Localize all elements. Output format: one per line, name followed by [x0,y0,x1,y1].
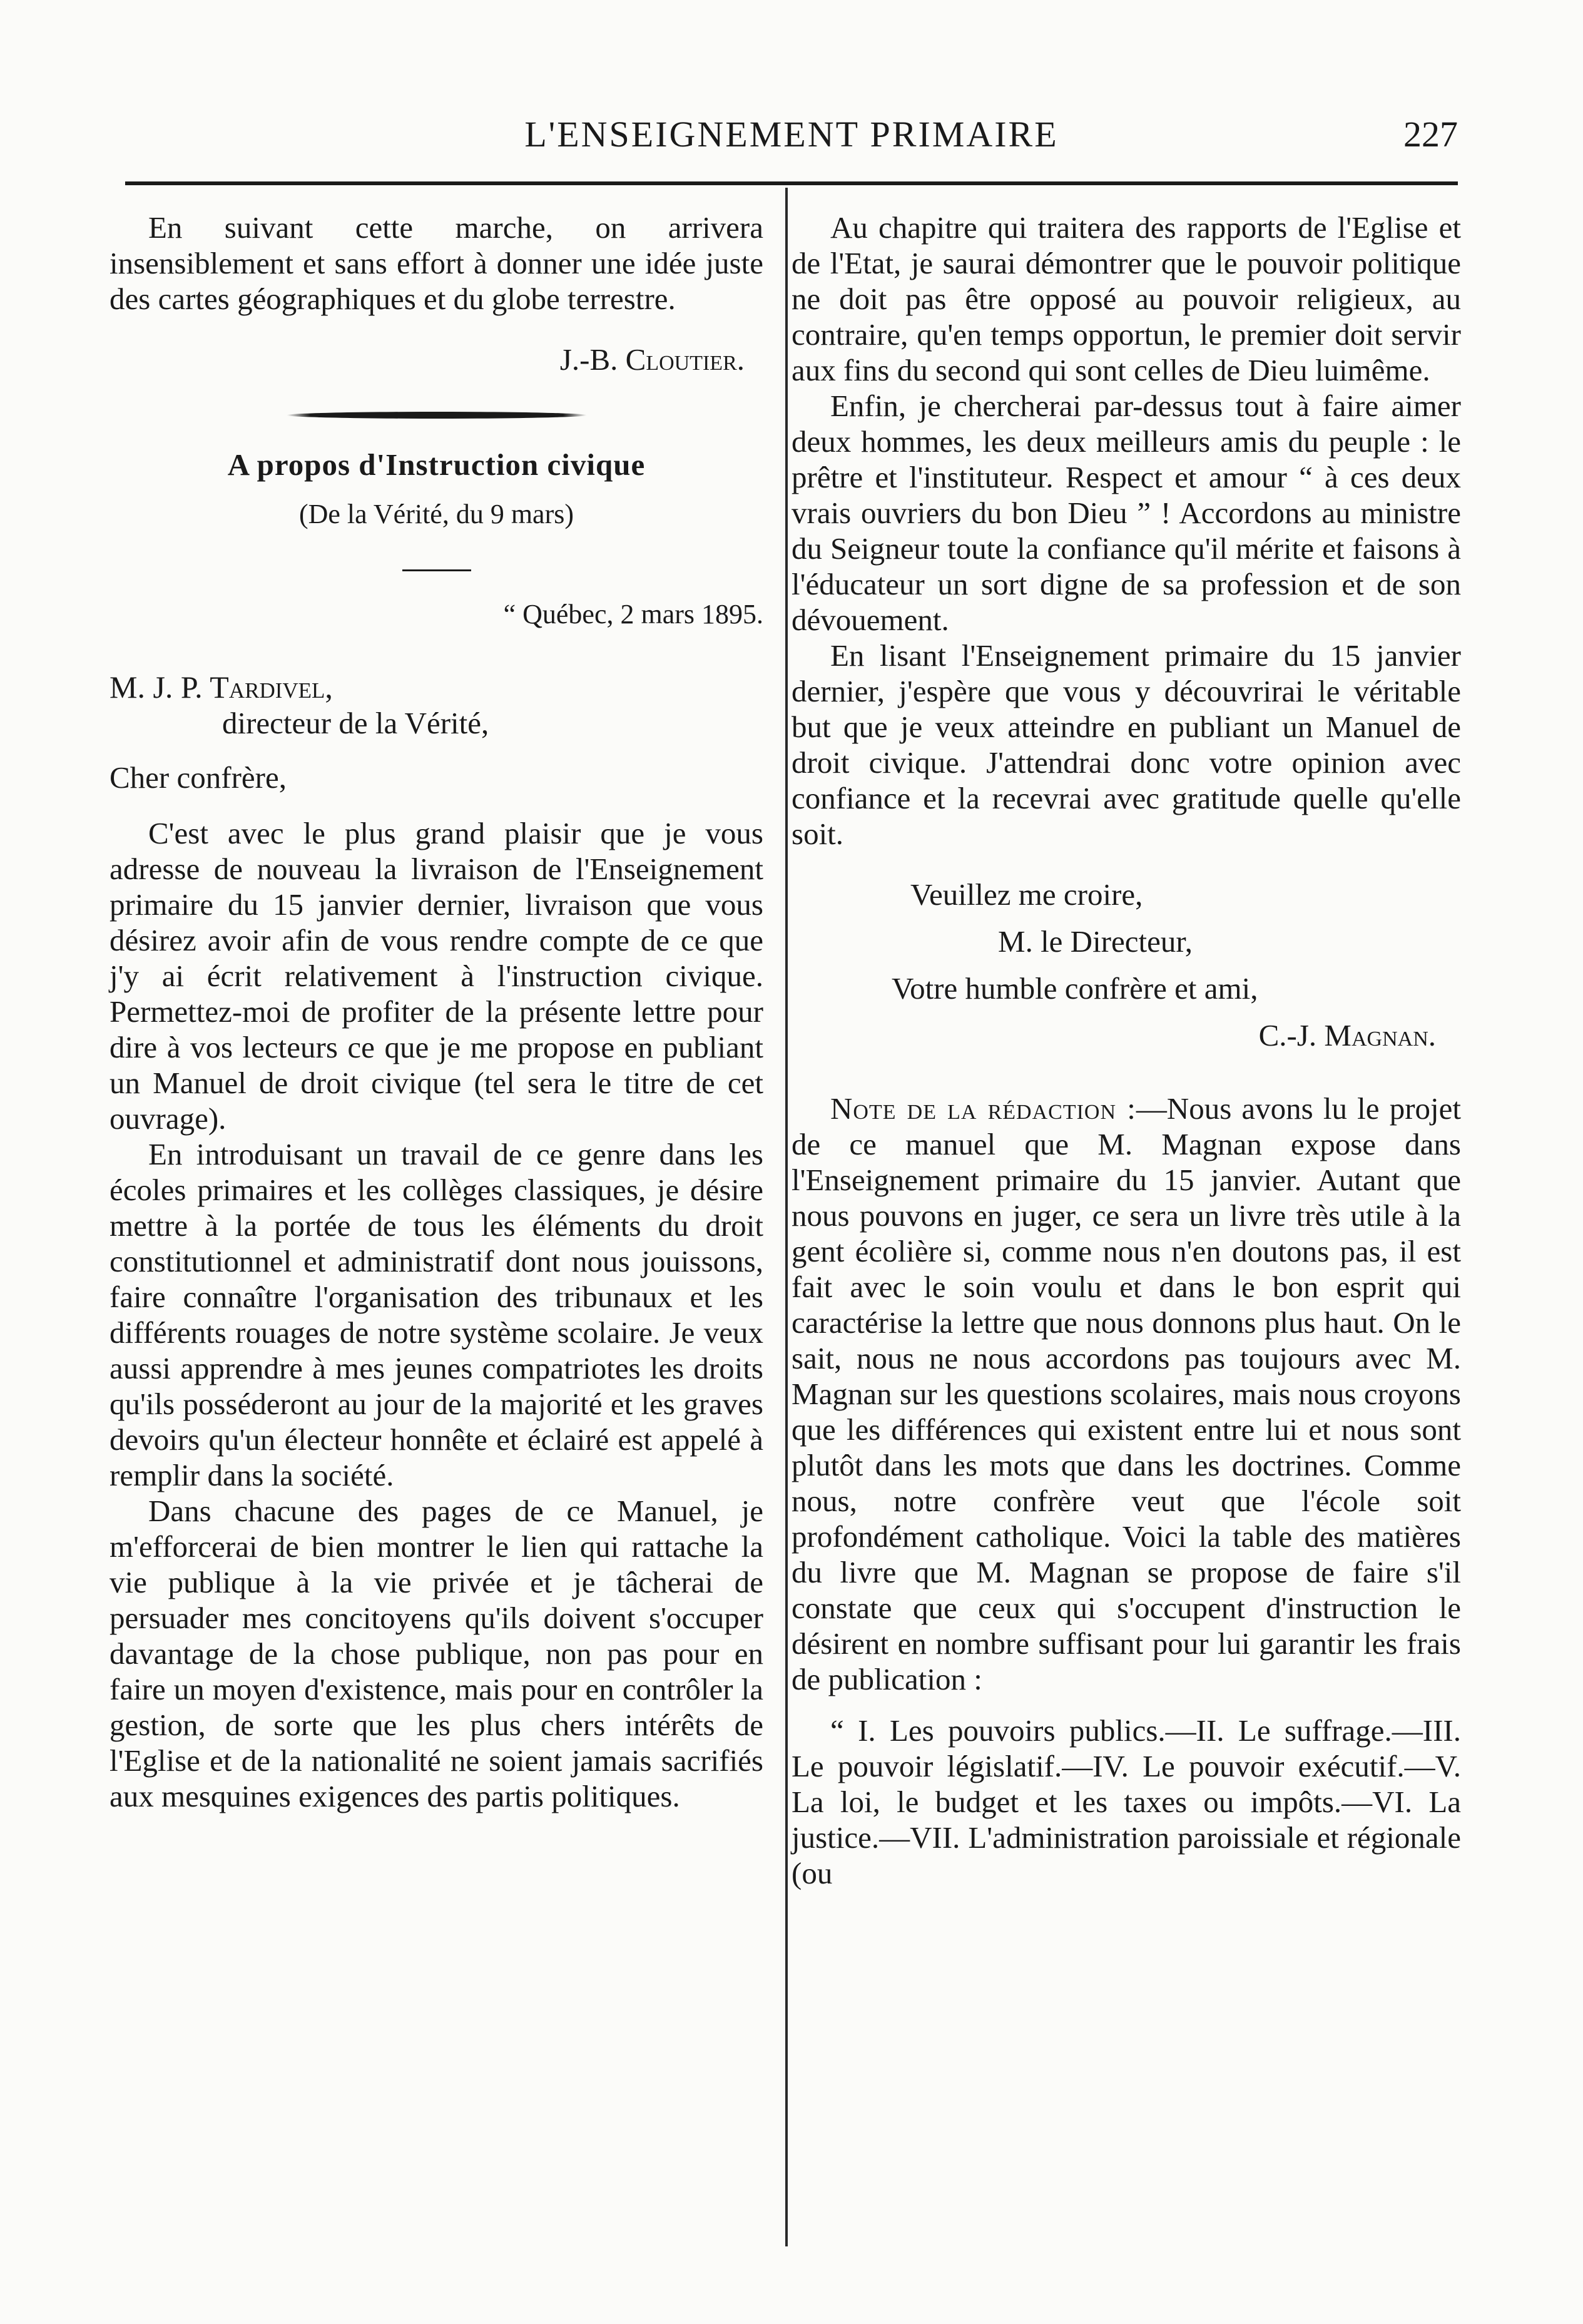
header-rule [125,181,1458,185]
short-divider [402,569,471,571]
letter-paragraph-4: Au chapitre qui traitera des rapports de l'Eglise et de l'Etat, je saurai démontrer que le pouvoir politique ne doit pas être opposé au pouvoir religieux, au contraire, qu'en temps opportun, le premier doit servir aux fins du second qui sont celles de Dieu luimême. [792,210,1461,387]
closing-line-2: M. le Directeur, [998,924,1193,959]
addressee-title: directeur de la Vérité, [222,706,489,740]
page-number: 227 [1403,114,1458,155]
ornament-divider [287,412,587,419]
running-head [125,110,1458,166]
signature-magnan: C.-J. Magnan. [1258,1018,1436,1052]
salutation: Cher confrère, [109,760,287,795]
closing-line-1: Veuillez me croire, [910,877,1143,912]
editor-note-text: —Nous avons lu le projet de ce manuel que M. Magnan expose dans l'Enseignement primaire du 15 janvier. Autant que nous pouvons en juger, ce sera un livre très utile à la gent écolière si, comme nous n'en doutons pas, il est fait avec le soin voulu et dans le bon esprit qui caractérise la lettre que nous donnons plus haut. On le sait, nous ne nous accordons pas toujours avec M. Magnan sur les questions scolaires, mais nous croyons que les différences qui existent entre lui et nous sont plutôt dans les mots que dans les doctrines. Comme nous, notre confrère veut que l'école soit profondément catholique. Voici la table des matières du livre que M. Magnan se propose de faire s'il constate que ceux qui s'occupent d'instruction le désirent en nombre suffisant pour lui garantir les frais de publication : [792,1091,1461,1696]
table-of-contents-text: “ I. Les pouvoirs publics.—II. Le suffrage.—III. Le pouvoir législatif.—IV. Le pouvoir exécutif.—V. La loi, le budget et les taxes ou impôts.—VI. La justice.—VII. L'administration paroissiale et régionale (ou [792,1713,1461,1890]
editor-note-label: Note de la rédaction : [830,1091,1136,1126]
letter-paragraph-2: En introduisant un travail de ce genre dans les écoles primaires et les collèges classiques, je désire mettre à la portée de tous les éléments du droit constitutionnel et administratif dont nous jouissons, faire connaître l'organisation des tribunaux et les différents rouages de notre système scolaire. Je veux aussi apprendre à mes jeunes compatriotes les droits qu'ils posséderont au jour de la majorité et les graves devoirs qu'un électeur honnête et éclairé est appelé à remplir dans la société. [109,1137,763,1492]
column-divider [785,188,788,2246]
signature-cloutier: J.-B. Cloutier. [559,342,745,377]
dateline: “ Québec, 2 mars 1895. [503,599,763,629]
left-column [109,210,763,1814]
letter-paragraph-5: Enfin, je chercherai par-dessus tout à faire aimer deux hommes, les deux meilleurs amis du peuple : le prêtre et l'instituteur. Respect et amour “ à ces deux vrais ouvriers du bon Dieu ” ! Accordons au ministre du Seigneur toute la confiance qu'il mérite et faisons à l'éducateur un sort digne de sa profession et de son dévouement. [792,389,1461,637]
letter-paragraph-3: Dans chacune des pages de ce Manuel, je m'efforcerai de bien montrer le lien qui rattache la vie publique à la vie privée et je tâcherai de persuader mes concitoyens qu'ils doivent s'occuper davantage de la chose publique, non pas pour en faire un moyen d'existence, mais pour en contrôler la gestion, de sorte que les plus chers intérêts de l'Eglise et de la nationalité ne soient jamais sacrifiés aux mesquines exigences des partis politiques. [109,1494,763,1813]
editor-note [792,1091,1461,1697]
letter-paragraph-6: En lisant l'Enseignement primaire du 15 janvier dernier, j'espère que vous y découvrirai le véritable but que je veux atteindre en publiant un Manuel de droit civique. J'attendrai donc votre opinion avec confiance et la recevrai avec gratitude quelle qu'elle soit. [792,638,1461,851]
intro-paragraph: En suivant cette marche, on arrivera insensiblement et sans effort à donner une idée juste des cartes géographiques et du globe terrestre. [109,210,763,316]
source-line: (De la Vérité, du 9 mars) [298,499,574,529]
running-title: L'ENSEIGNEMENT PRIMAIRE [524,114,1059,155]
addressee: M. J. P. Tardivel, [109,670,333,705]
closing-line-3: Votre humble confrère et ami, [892,971,1258,1006]
right-column [792,210,1461,1891]
letter-paragraph-1: C'est avec le plus grand plaisir que je vous adresse de nouveau la livraison de l'Enseignement primaire du 15 janvier dernier, livraison que vous désirez avoir afin de vous rendre compte de ce que j'y ai écrit relativement à l'instruction civique. Permettez-moi de profiter de la présente lettre pour dire à vos lecteurs ce que je me propose en publiant un Manuel de droit civique (tel sera le titre de cet ouvrage). [109,816,763,1136]
section-heading: A propos d'Instruction civique [227,447,646,482]
